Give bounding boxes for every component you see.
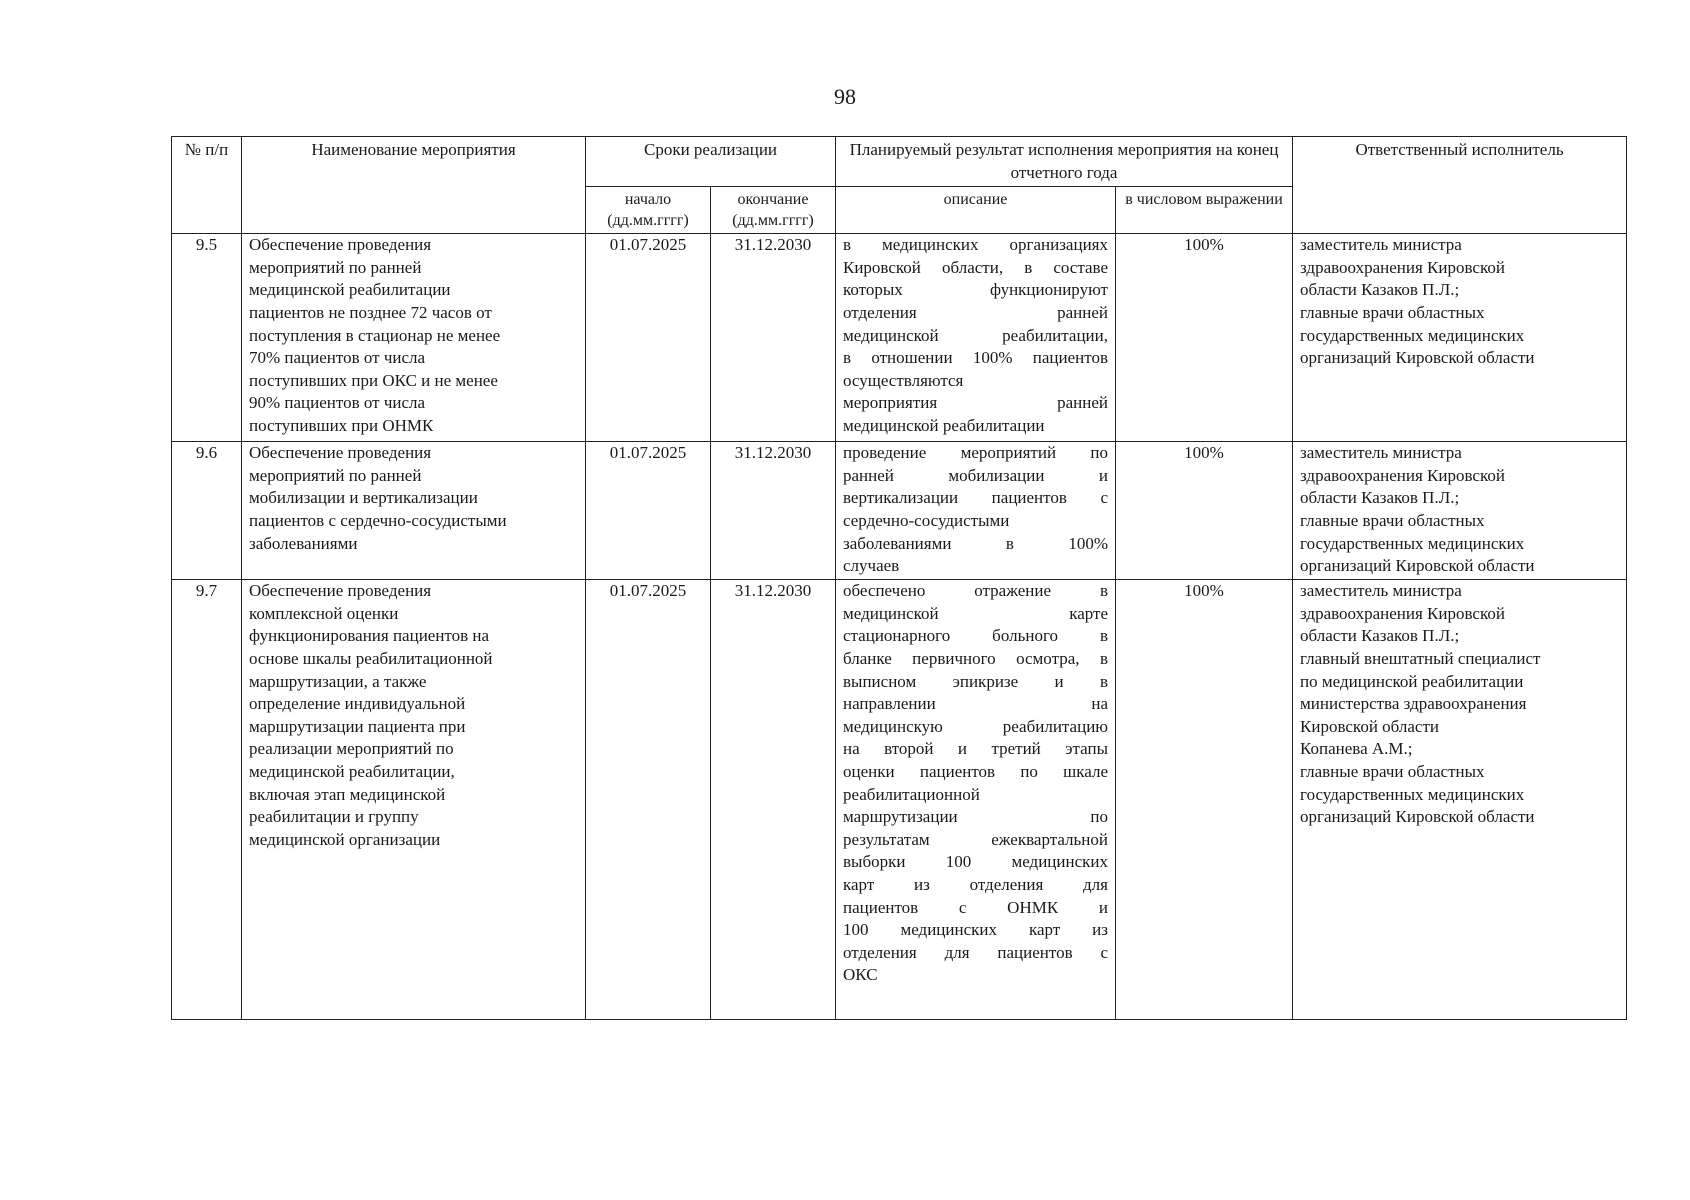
result-description-line: результатам ежеквартальной [843,829,1108,849]
result-description-line: заболеваниями в 100% [843,533,1108,553]
responsible-executor-line: по медицинской реабилитации [1300,671,1524,691]
row-number: 9.5 [172,234,242,442]
activity-name-line: Обеспечение проведения [249,443,432,463]
result-description-line: бланке первичного осмотра, в [843,648,1108,668]
end-date: 31.12.2030 [711,580,836,1020]
responsible-executor-line: области Казаков П.Л.; [1300,280,1460,300]
start-date: 01.07.2025 [586,234,711,442]
result-description-line: маршрутизации по [843,807,1108,827]
header-responsible: Ответственный исполнитель [1293,137,1627,234]
result-description-line: направлении на [843,694,1108,714]
activity-name-line: мероприятий по ранней [249,257,422,277]
result-description-line: ранней мобилизации и [843,465,1108,485]
result-description [836,234,1116,442]
activity-name [242,234,586,442]
activity-name-line: медицинской реабилитации [249,280,451,300]
activity-name-line: 90% пациентов от числа [249,393,426,413]
activity-name-line: мероприятий по ранней [249,465,422,485]
header-end: окончание (дд.мм.гггг) [711,187,836,234]
result-description [836,580,1116,1020]
activity-name-line: мобилизации и вертикализации [249,488,478,508]
responsible-executor [1293,234,1627,442]
responsible-executor-line: главные врачи областных [1300,302,1485,322]
activity-name [242,442,586,580]
end-date: 31.12.2030 [711,442,836,580]
responsible-executor-line: организаций Кировской области [1300,556,1535,576]
result-description-line: обеспечено отражение в [843,581,1108,601]
responsible-executor-line: здравоохранения Кировской [1300,257,1505,277]
header-terms: Сроки реализации [586,137,836,187]
result-description-line: выборки 100 медицинских [843,852,1108,872]
result-description-line: отделения для пациентов с [843,942,1108,962]
header-description: описание [836,187,1116,234]
result-description-line: медицинскую реабилитацию [843,716,1108,736]
table-body [172,234,1627,1020]
header-num: № п/п [172,137,242,234]
row-number: 9.6 [172,442,242,580]
activity-name-line: медицинской реабилитации, [249,761,455,781]
header-start: начало (дд.мм.гггг) [586,187,711,234]
responsible-executor-line: организаций Кировской области [1300,348,1535,368]
activity-name-line: поступивших при ОКС и не менее [249,370,498,390]
result-description-line: на второй и третий этапы [843,739,1108,759]
start-date: 01.07.2025 [586,442,711,580]
result-description-line: ОКС [843,965,878,985]
result-description-line: случаев [843,556,900,576]
result-description-line: стационарного больного в [843,626,1108,646]
table-row [172,234,1627,442]
responsible-executor-line: государственных медицинских [1300,533,1525,553]
activity-name-line: пациентов с сердечно-сосудистыми [249,510,507,530]
activity-name-line: функционирования пациентов на [249,626,490,646]
result-description-line: отделения ранней [843,302,1108,322]
responsible-executor-line: главные врачи областных [1300,761,1485,781]
result-description-line: мероприятия ранней [843,393,1108,413]
result-value: 100% [1116,580,1293,1020]
result-description-line: медицинской реабилитации, [843,325,1108,345]
result-description-line: в отношении 100% пациентов [843,348,1108,368]
responsible-executor-line: здравоохранения Кировской [1300,465,1505,485]
header-numeric: в числовом выражении [1116,187,1293,234]
activity-name-line: маршрутизации пациента при [249,716,466,736]
activity-name-line: пациентов не позднее 72 часов от [249,302,492,322]
row-number: 9.7 [172,580,242,1020]
result-value: 100% [1116,234,1293,442]
responsible-executor-line: Копанева А.М.; [1300,739,1413,759]
responsible-executor [1293,580,1627,1020]
table-header [172,137,1627,234]
responsible-executor-line: области Казаков П.Л.; [1300,626,1460,646]
activity-name-line: маршрутизации, а также [249,671,427,691]
activity-name-line: Обеспечение проведения [249,581,432,601]
table-row [172,580,1627,1020]
responsible-executor-line: заместитель министра [1300,235,1462,255]
responsible-executor-line: государственных медицинских [1300,325,1525,345]
result-description-line: 100 медицинских карт из [843,920,1108,940]
activity-name-line: 70% пациентов от числа [249,348,426,368]
result-description-line: проведение мероприятий по [843,443,1108,463]
responsible-executor-line: главный внештатный специалист [1300,648,1541,668]
result-value: 100% [1116,442,1293,580]
result-description-line: осуществляются [843,370,964,390]
responsible-executor-line: здравоохранения Кировской [1300,603,1505,623]
responsible-executor-line: министерства здравоохранения [1300,694,1527,714]
header-result: Планируемый результат исполнения мероприятия на конец отчетного года [836,137,1293,187]
page-number: 98 [834,84,856,109]
activity-name-line: комплексной оценки [249,603,399,623]
responsible-executor-line: организаций Кировской области [1300,807,1535,827]
table-row [172,442,1627,580]
responsible-executor-line: Кировской области [1300,716,1439,736]
responsible-executor-line: государственных медицинских [1300,784,1525,804]
responsible-executor-line: главные врачи областных [1300,510,1485,530]
result-description-line: сердечно-сосудистыми [843,510,1010,530]
activity-name-line: поступления в стационар не менее [249,325,501,345]
result-description-line: которых функционируют [843,280,1108,300]
activity-name-line: реабилитации и группу [249,807,419,827]
result-description-line: пациентов с ОНМК и [843,897,1108,917]
activity-name-line: реализации мероприятий по [249,739,454,759]
result-description-line: вертикализации пациентов с [843,488,1108,508]
responsible-executor-line: заместитель министра [1300,581,1462,601]
activity-name-line: заболеваниями [249,533,358,553]
responsible-executor-line: области Казаков П.Л.; [1300,488,1460,508]
activity-name-line: медицинской организации [249,829,441,849]
activity-name-line: включая этап медицинской [249,784,446,804]
result-description-line: Кировской области, в составе [843,257,1108,277]
activity-name-line: поступивших при ОНМК [249,415,434,435]
activities-table [171,136,1627,1020]
end-date: 31.12.2030 [711,234,836,442]
result-description-line: карт из отделения для [843,874,1108,894]
activity-name-line: основе шкалы реабилитационной [249,648,493,668]
activity-name [242,580,586,1020]
result-description-line: выписном эпикризе и в [843,671,1108,691]
result-description-line: реабилитационной [843,784,980,804]
result-description-line: медицинской карте [843,603,1108,623]
result-description-line: медицинской реабилитации [843,415,1045,435]
activity-name-line: Обеспечение проведения [249,235,432,255]
result-description [836,442,1116,580]
start-date: 01.07.2025 [586,580,711,1020]
responsible-executor [1293,442,1627,580]
header-name: Наименование мероприятия [242,137,586,234]
result-description-line: в медицинских организациях [843,235,1108,255]
result-description-line: оценки пациентов по шкале [843,761,1108,781]
activity-name-line: определение индивидуальной [249,694,466,714]
responsible-executor-line: заместитель министра [1300,443,1462,463]
